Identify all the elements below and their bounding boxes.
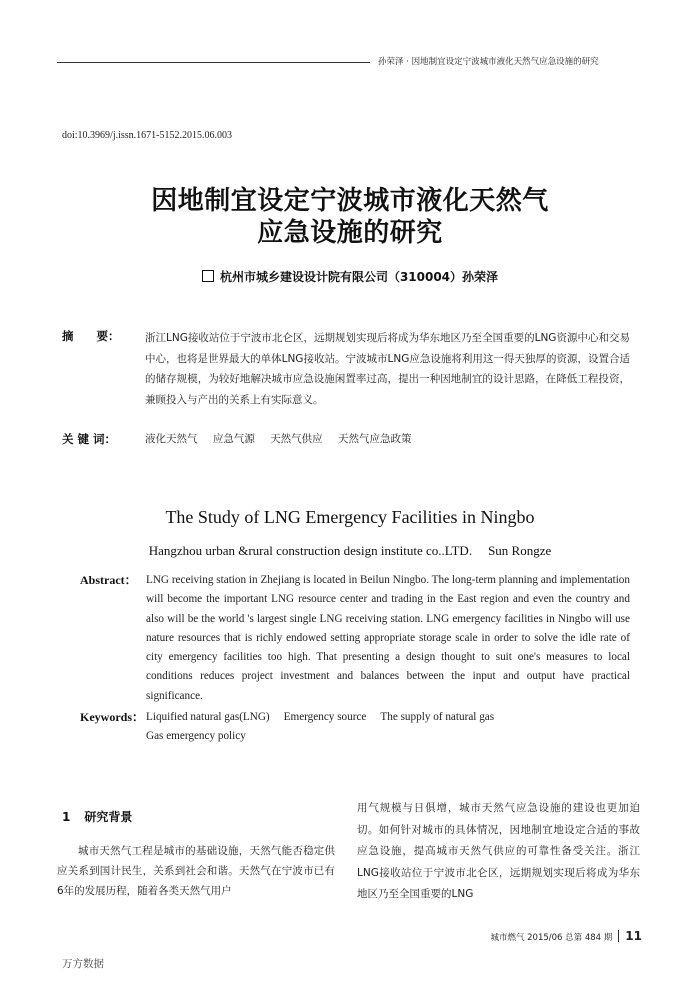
header-rule (57, 62, 370, 63)
affiliation-en (0, 543, 700, 559)
title-cn-line2: 应急设施的研究 (257, 218, 443, 248)
footer-separator (618, 930, 619, 942)
abstract-cn-label: 摘 要： (62, 329, 120, 343)
affiliation-en-author: Sun Rongze (488, 543, 552, 558)
section-number: 1 (62, 810, 71, 824)
abstract-en-label: Abstract： (80, 573, 137, 587)
doi: doi:10.3969/j.issn.1671-5152.2015.06.003 (62, 130, 233, 141)
keyword-en: Gas emergency policy (146, 730, 246, 742)
affiliation-cn (0, 268, 700, 285)
keyword-cn: 天然气供应 (270, 433, 323, 445)
abstract-cn: 浙江LNG接收站位于宁波市北仑区，远期规划实现后将成为华东地区乃至全国重要的LNG资源中心和交易中心，也将是世界最大的单体LNG接收站。宁波城市LNG应急设施将利用这一得天独厚的资源，设置合适的储存规模，为较好地解决城市应急设施闲置率过高，提出一种因地制宜的设计思路，在降低工程投资，兼顾投入与产出的关系上有实际意义。 (145, 332, 630, 406)
keywords-cn (145, 431, 424, 446)
body-column-right: 用气规模与日俱增，城市天然气应急设施的建设也更加迫切。如何针对城市的具体情况，因地制宜地设定合适的事故应急设施，提高城市天然气供应的可靠性备受关注。浙江LNG接收站位于宁波市北仑区，远期规划实现后将成为华东地区乃至全国重要的LNG (357, 802, 640, 900)
section-heading (62, 808, 132, 825)
keyword-en: The supply of natural gas (380, 711, 495, 723)
keyword-cn: 天然气应急政策 (338, 433, 412, 445)
footer-journal: 城市燃气 2015/06 总第 484 期 (490, 933, 613, 943)
abstract-en: LNG receiving station in Zhejiang is located in Beilun Ningbo. The long-term planning and implementation will become the important LNG resource center and trading in the East region and even the country and also will be the world 's largest single LNG receiving station. LNG emergency facilities in Ningbo will use nature resources that is richly endowed setting appropriate storage scale in order to solve the idle rate of city emergency facilities too high. That presenting a design thought to suit one's measures to local conditions reduces project investment and balances between the input and output have practical significance. (146, 574, 630, 702)
title-en: The Study of LNG Emergency Facilities in Ningbo (165, 507, 535, 527)
keyword-en: Emergency source (283, 711, 367, 723)
page-footer (490, 929, 642, 943)
keyword-cn: 液化天然气 (145, 433, 198, 445)
section-title: 研究背景 (84, 810, 133, 824)
affiliation-cn-text: 杭州市城乡建设设计院有限公司（310004）孙荣泽 (219, 270, 499, 284)
page-number: 11 (625, 929, 642, 943)
keywords-en-label: Keywords： (80, 710, 144, 724)
title-cn-line1: 因地制宜设定宁波城市液化天然气 (151, 186, 549, 216)
watermark: 万方数据 (62, 958, 104, 970)
square-icon (202, 270, 214, 282)
running-header: 孙荣泽 · 因地制宜设定宁波城市液化天然气应急设施的研究 (378, 57, 599, 67)
body-column-left: 城市天然气工程是城市的基础设施，天然气能否稳定供应关系到国计民生，关系到社会和谐。天然气在宁波市已有6年的发展历程，随着各类天然气用户 (57, 845, 335, 897)
keyword-cn: 应急气源 (212, 433, 255, 445)
keyword-en: Liquified natural gas(LNG) (146, 711, 270, 723)
affiliation-en-institute: Hangzhou urban &rural construction design institute co..LTD. (148, 543, 473, 558)
keywords-en (146, 708, 626, 746)
keywords-cn-label: 关 键 词： (62, 432, 117, 446)
